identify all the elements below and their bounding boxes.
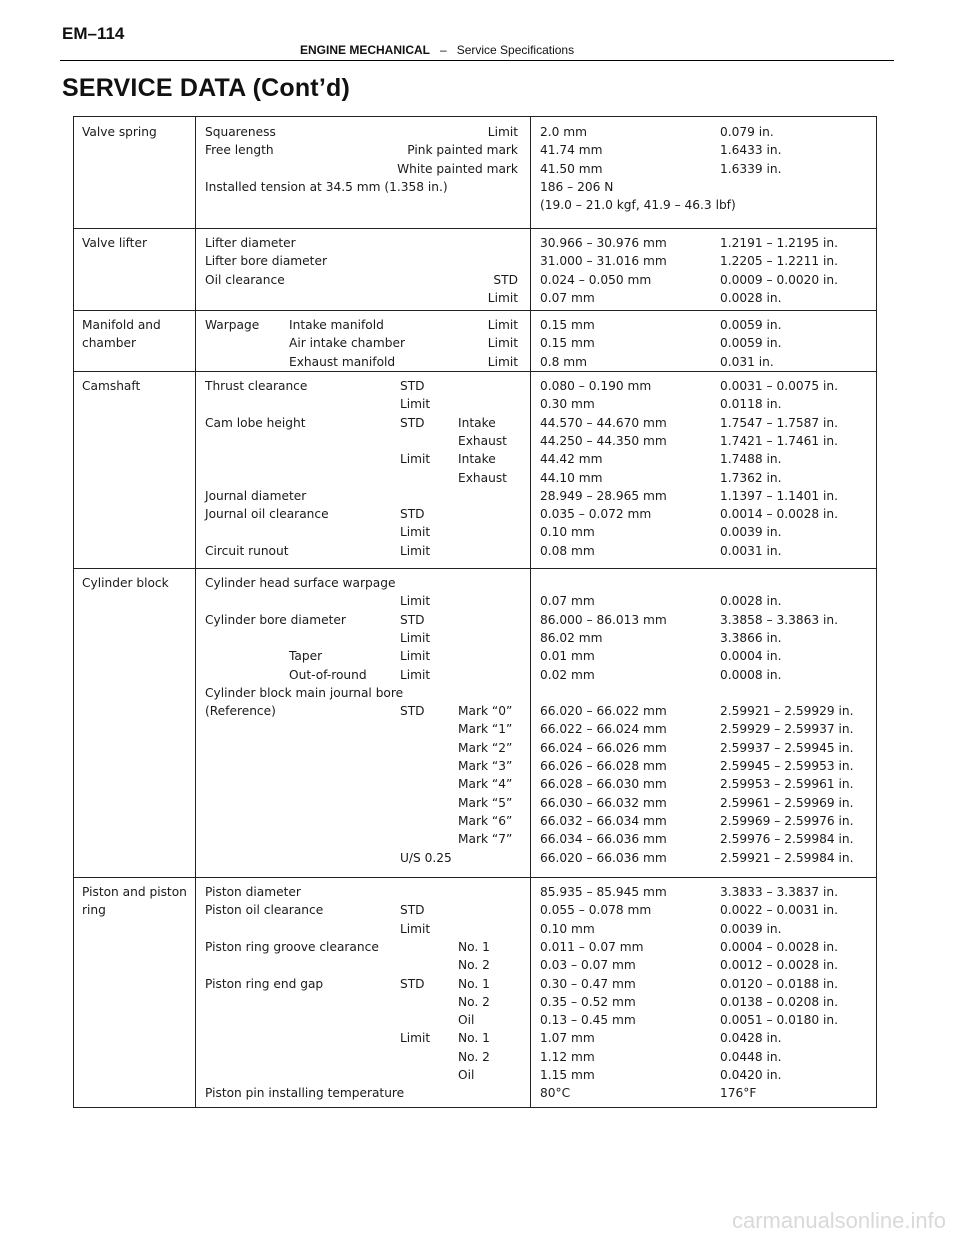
spec-item: Cam lobe height [205,415,306,430]
metric-value: 0.10 mm [540,921,595,936]
spec-qualifier: Mark “0” [458,704,513,719]
imperial-value: 0.0009 – 0.0020 in. [720,272,838,287]
spec-item: Free length [205,143,274,158]
spec-item: Oil clearance [205,272,285,287]
metric-value: 86.000 – 86.013 mm [540,612,667,627]
watermark: carmanualsonline.info [731,1208,946,1233]
imperial-value: 0.0051 – 0.0180 in. [720,1013,838,1028]
spec-subitem: Exhaust manifold [289,354,396,369]
column-divider [195,117,196,1107]
page-title: SERVICE DATA (Cont’d) [62,74,350,102]
spec-qualifier: Limit [487,125,518,139]
metric-value: 0.024 – 0.050 mm [540,272,652,287]
spec-item: Lifter bore diameter [205,254,327,269]
imperial-value: 0.0039 in. [720,525,782,540]
spec-qualifier: Limit [487,290,518,305]
running-header [300,43,574,57]
spec-condition: Limit [400,630,431,645]
spec-qualifier: No. 2 [458,1049,490,1064]
section-divider [74,877,876,878]
spec-qualifier: Mark “3” [458,759,513,773]
spec-item: Squareness [205,125,276,139]
metric-value: 0.02 mm [540,667,595,682]
spec-item: Journal oil clearance [205,507,329,522]
metric-value: 80°C [540,1086,571,1101]
section-name: ring [82,903,106,918]
imperial-value: 0.0014 – 0.0028 in. [720,507,838,522]
metric-value: 0.08 mm [540,543,595,558]
spec-item: Installed tension at 34.5 mm (1.358 in.) [205,179,448,194]
spec-qualifier: White painted mark [397,161,518,176]
spec-item: Piston pin installing temperature [205,1086,405,1101]
spec-qualifier: Mark “4” [458,777,513,792]
spec-qualifier: Mark “5” [458,795,513,810]
spec-item: Cylinder head surface warpage [205,576,396,590]
spec-qualifier: Pink painted mark [407,143,518,158]
metric-value: 0.080 – 0.190 mm [540,379,652,393]
imperial-value: 0.0028 in. [720,594,782,609]
imperial-value: 0.0138 – 0.0208 in. [720,994,838,1009]
spec-item: Thrust clearance [205,379,308,393]
metric-value: 66.032 – 66.034 mm [540,813,667,828]
page-number: EM–114 [62,24,125,43]
header-rule [60,60,894,61]
metric-value: 1.15 mm [540,1068,595,1082]
section-divider [74,568,876,569]
subsection-title: Service Specifications [456,43,575,57]
section-name: Valve lifter [82,236,147,250]
spec-qualifier: No. 1 [458,939,490,954]
metric-value: 66.020 – 66.022 mm [540,704,667,719]
imperial-value: 0.0059 in. [720,318,782,332]
section-divider [74,228,876,229]
imperial-value: 0.0120 – 0.0188 in. [720,976,838,991]
imperial-value: 1.1397 – 1.1401 in. [720,488,838,503]
spec-qualifier: Mark “7” [458,832,513,847]
spec-condition: STD [400,704,425,719]
spec-condition: STD [400,612,425,627]
imperial-value: 0.0031 in. [720,543,782,558]
spec-item: Cylinder bore diameter [205,612,346,627]
imperial-value: 2.59969 – 2.59976 in. [720,813,854,828]
spec-subitem: Air intake chamber [289,336,405,351]
imperial-value: 1.6433 in. [720,143,782,158]
metric-value: 0.01 mm [540,649,595,664]
spec-qualifier: Mark “6” [458,813,513,828]
imperial-value: 0.0448 in. [720,1049,782,1064]
spec-condition: STD [400,507,425,522]
metric-value: 0.10 mm [540,525,595,540]
metric-value: (19.0 – 21.0 kgf, 41.9 – 46.3 lbf) [540,198,736,213]
spec-condition: Limit [400,1031,431,1046]
imperial-value: 0.0039 in. [720,921,782,936]
imperial-value: 3.3858 – 3.3863 in. [720,612,838,627]
spec-condition: STD [400,903,425,918]
imperial-value: 0.0008 in. [720,667,782,682]
spec-item: Piston diameter [205,885,301,899]
spec-item: Cylinder block main journal bore [205,685,404,700]
spec-qualifier: Exhaust [458,433,507,448]
spec-condition: Limit [400,525,431,540]
metric-value: 28.949 – 28.965 mm [540,488,667,503]
spec-qualifier: STD [493,272,518,287]
service-data-table [73,116,877,1108]
section-name: Manifold and [82,318,161,332]
section-title: ENGINE MECHANICAL [300,43,431,57]
spec-qualifier: Mark “1” [458,722,513,737]
imperial-value: 2.59976 – 2.59984 in. [720,832,854,847]
imperial-value: 3.3833 – 3.3837 in. [720,885,838,899]
spec-subitem: Intake manifold [289,318,384,332]
spec-condition: Limit [400,397,431,412]
imperial-value: 1.7421 – 1.7461 in. [720,433,838,448]
spec-condition: Limit [400,594,431,609]
imperial-value: 2.59953 – 2.59961 in. [720,777,854,792]
spec-qualifier: Intake [458,415,496,430]
imperial-value: 0.0022 – 0.0031 in. [720,903,838,918]
imperial-value: 0.0004 – 0.0028 in. [720,939,838,954]
spec-condition: Limit [400,921,431,936]
metric-value: 66.024 – 66.026 mm [540,740,667,755]
metric-value: 44.250 – 44.350 mm [540,433,667,448]
metric-value: 66.020 – 66.036 mm [540,850,667,865]
imperial-value: 0.0420 in. [720,1068,782,1082]
imperial-value: 0.031 in. [720,354,774,369]
spec-item: Piston ring groove clearance [205,939,379,954]
imperial-value: 1.7547 – 1.7587 in. [720,415,838,430]
spec-qualifier: Intake [458,452,496,467]
metric-value: 44.10 mm [540,470,603,485]
section-divider [74,371,876,372]
imperial-value: 0.0004 in. [720,649,782,664]
metric-value: 66.022 – 66.024 mm [540,722,667,737]
spec-condition: STD [400,379,425,393]
imperial-value: 0.0118 in. [720,397,782,412]
spec-item: Piston oil clearance [205,903,324,918]
imperial-value: 2.59921 – 2.59929 in. [720,704,854,719]
spec-qualifier: No. 2 [458,994,490,1009]
imperial-value: 2.59921 – 2.59984 in. [720,850,854,865]
metric-value: 86.02 mm [540,630,603,645]
metric-value: 0.35 – 0.52 mm [540,994,636,1009]
section-divider [74,310,876,311]
metric-value: 0.15 mm [540,318,595,332]
metric-value: 66.030 – 66.032 mm [540,795,667,810]
spec-item: Circuit runout [205,543,289,558]
metric-value: 0.15 mm [540,336,595,351]
spec-item: Warpage [205,318,260,332]
metric-value: 66.028 – 66.030 mm [540,777,667,792]
spec-qualifier: Limit [487,354,518,369]
metric-value: 0.055 – 0.078 mm [540,903,652,918]
imperial-value: 0.0028 in. [720,290,782,305]
metric-value: 1.12 mm [540,1049,595,1064]
metric-value: 0.8 mm [540,354,588,369]
spec-qualifier: Oil [458,1068,475,1082]
spec-item: Lifter diameter [205,236,296,250]
metric-value: 0.03 – 0.07 mm [540,958,636,973]
metric-value: 30.966 – 30.976 mm [540,236,667,250]
imperial-value: 1.7488 in. [720,452,782,467]
spec-qualifier: No. 2 [458,958,490,973]
metric-value: 2.0 mm [540,125,588,139]
spec-qualifier: No. 1 [458,976,490,991]
section-name: chamber [82,336,137,351]
spec-item: (Reference) [205,704,276,719]
section-name: Camshaft [82,379,141,393]
metric-value: 0.07 mm [540,594,595,609]
metric-value: 0.13 – 0.45 mm [540,1013,636,1028]
spec-item: Piston ring end gap [205,976,324,991]
imperial-value: 176°F [720,1086,757,1101]
imperial-value: 2.59945 – 2.59953 in. [720,759,854,773]
imperial-value: 1.2191 – 1.2195 in. [720,236,838,250]
spec-qualifier: Mark “2” [458,740,513,755]
header-separator: – [440,43,447,57]
metric-value: 44.42 mm [540,452,603,467]
imperial-value: 3.3866 in. [720,630,782,645]
imperial-value: 0.079 in. [720,125,774,139]
spec-subitem: Out-of-round [289,667,367,682]
metric-value: 0.30 mm [540,397,595,412]
spec-condition: Limit [400,452,431,467]
metric-value: 66.034 – 66.036 mm [540,832,667,847]
spec-subitem: Taper [289,649,323,664]
imperial-value: 0.0031 – 0.0075 in. [720,379,838,393]
spec-condition: Limit [400,667,431,682]
imperial-value: 0.0428 in. [720,1031,782,1046]
metric-value: 44.570 – 44.670 mm [540,415,667,430]
spec-item: Journal diameter [205,488,307,503]
spec-qualifier: Limit [487,336,518,351]
metric-value: 0.30 – 0.47 mm [540,976,636,991]
metric-value: 186 – 206 N [540,179,614,194]
section-name: Cylinder block [82,576,169,590]
metric-value: 41.50 mm [540,161,603,176]
spec-condition: Limit [400,649,431,664]
metric-value: 0.011 – 0.07 mm [540,939,644,954]
spec-condition: Limit [400,543,431,558]
imperial-value: 2.59929 – 2.59937 in. [720,722,854,737]
metric-value: 31.000 – 31.016 mm [540,254,667,269]
imperial-value: 1.6339 in. [720,161,782,176]
metric-value: 66.026 – 66.028 mm [540,759,667,773]
spec-qualifier: Oil [458,1013,475,1028]
spec-condition: STD [400,415,425,430]
metric-value: 0.035 – 0.072 mm [540,507,652,522]
metric-value: 41.74 mm [540,143,603,158]
column-divider [530,117,531,1107]
imperial-value: 0.0059 in. [720,336,782,351]
imperial-value: 1.7362 in. [720,470,782,485]
metric-value: 85.935 – 85.945 mm [540,885,667,899]
spec-qualifier: No. 1 [458,1031,490,1046]
section-name: Valve spring [82,125,157,139]
imperial-value: 1.2205 – 1.2211 in. [720,254,838,269]
imperial-value: 0.0012 – 0.0028 in. [720,958,838,973]
spec-qualifier: Limit [487,318,518,332]
section-name: Piston and piston [82,885,187,899]
spec-condition: STD [400,976,425,991]
spec-condition: U/S 0.25 [400,850,452,865]
spec-qualifier: Exhaust [458,470,507,485]
imperial-value: 2.59937 – 2.59945 in. [720,740,854,755]
metric-value: 0.07 mm [540,290,595,305]
metric-value: 1.07 mm [540,1031,595,1046]
imperial-value: 2.59961 – 2.59969 in. [720,795,854,810]
